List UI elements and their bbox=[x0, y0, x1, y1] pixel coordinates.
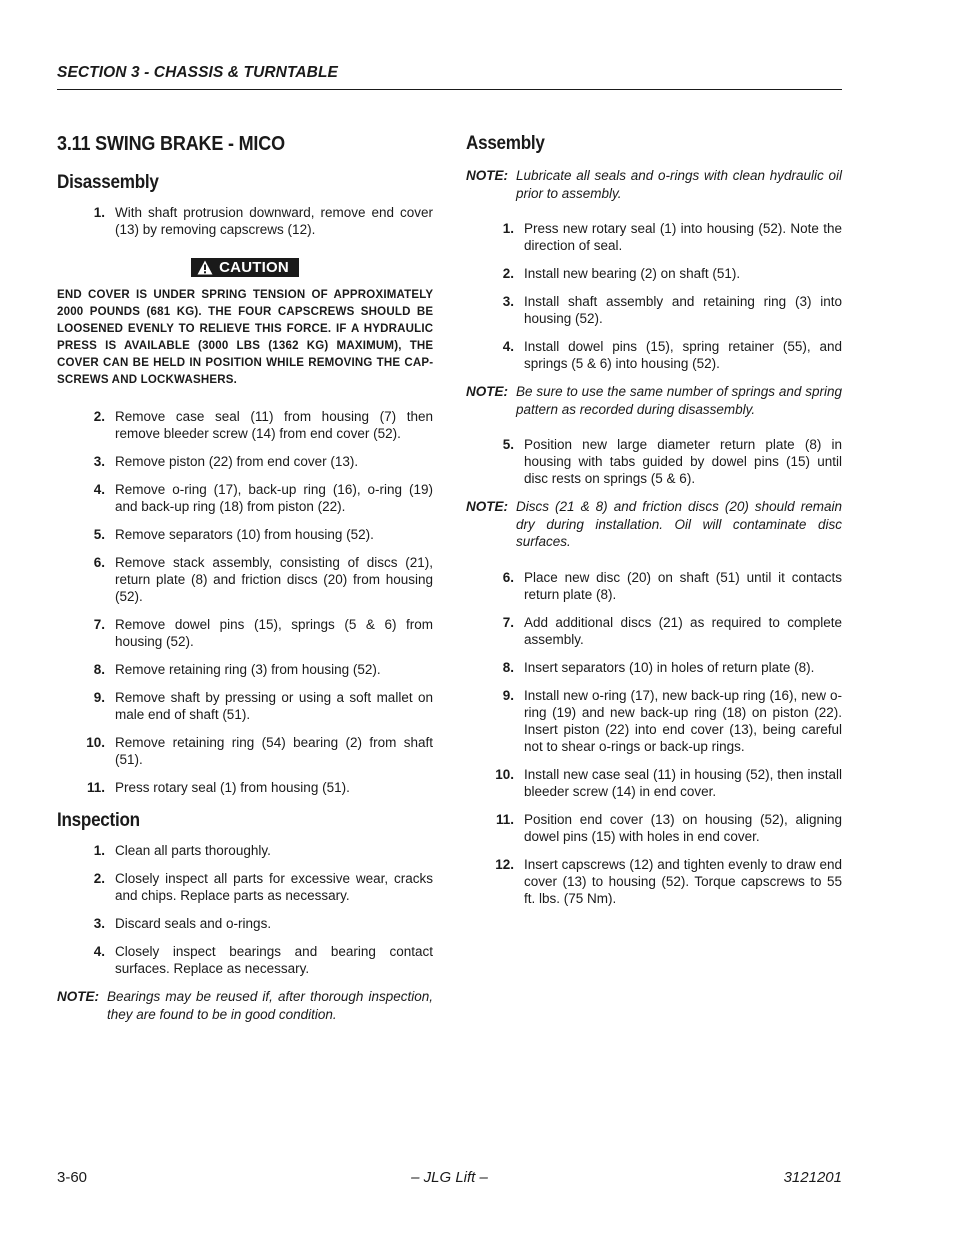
step-number: 6. bbox=[502, 569, 514, 585]
step-number: 11. bbox=[86, 780, 105, 795]
list-item bbox=[466, 856, 842, 907]
step-text: Position new large diameter return plate (8) in housing with tabs guided by dowel pins (15) until disc rests on springs (5 & 6). bbox=[524, 437, 842, 486]
step-number: 4. bbox=[502, 339, 514, 354]
note-label: NOTE: bbox=[466, 168, 508, 183]
step-text: Remove piston (22) from end cover (13). bbox=[115, 454, 359, 469]
list-item bbox=[57, 870, 433, 904]
list-item bbox=[466, 766, 842, 800]
page-number: 3-60 bbox=[57, 1169, 88, 1186]
step-number: 2. bbox=[502, 266, 514, 281]
list-item bbox=[57, 915, 433, 932]
step-text: Install new bearing (2) on shaft (51). bbox=[524, 266, 741, 281]
step-text: Install shaft assembly and retaining ring (3) into housing (52). bbox=[524, 294, 842, 326]
list-item bbox=[466, 614, 842, 648]
step-number: 12. bbox=[495, 856, 514, 872]
list-item bbox=[57, 554, 433, 605]
page-title: 3.11 SWING BRAKE - MICO bbox=[57, 133, 285, 155]
assembly-steps-b bbox=[466, 436, 842, 487]
step-text: Remove stack assembly, consisting of discs (21), return plate (8) and friction discs (20) from housing (52). bbox=[115, 555, 433, 604]
step-text: Closely inspect bearings and bearing contact surfaces. Replace as necessary. bbox=[115, 944, 433, 976]
step-number: 3. bbox=[93, 454, 105, 469]
note-label: NOTE: bbox=[466, 384, 508, 399]
step-number: 3. bbox=[93, 916, 105, 931]
step-text: Closely inspect all parts for excessive wear, cracks and chips. Replace parts as necessary. bbox=[115, 871, 433, 903]
list-item bbox=[466, 569, 842, 603]
list-item bbox=[466, 811, 842, 845]
step-text: Discard seals and o-rings. bbox=[115, 916, 272, 931]
list-item bbox=[57, 689, 433, 723]
step-number: 8. bbox=[93, 662, 105, 677]
disassembly-heading: Disassembly bbox=[57, 172, 159, 193]
right-column bbox=[466, 133, 842, 918]
footer-publisher: – JLG Lift – bbox=[411, 1169, 488, 1186]
document-number: 3121201 bbox=[783, 1169, 842, 1186]
step-number: 1. bbox=[93, 205, 105, 220]
step-text: Remove retaining ring (54) bearing (2) from shaft (51). bbox=[115, 735, 433, 767]
list-item bbox=[57, 481, 433, 515]
warning-triangle-icon bbox=[197, 260, 213, 275]
assembly-note-3 bbox=[466, 498, 842, 551]
step-number: 1. bbox=[502, 221, 514, 236]
inspection-steps bbox=[57, 842, 433, 977]
list-item bbox=[57, 526, 433, 543]
inspection-note bbox=[57, 988, 433, 1023]
list-item bbox=[57, 661, 433, 678]
step-number: 7. bbox=[93, 617, 105, 632]
caution-badge bbox=[191, 258, 299, 277]
list-item bbox=[57, 453, 433, 470]
list-item bbox=[466, 687, 842, 755]
list-item bbox=[57, 616, 433, 650]
step-text: Add additional discs (21) as required to complete assembly. bbox=[524, 614, 842, 647]
step-number: 5. bbox=[502, 437, 514, 452]
list-item bbox=[57, 734, 433, 768]
assembly-steps-a bbox=[466, 220, 842, 372]
assembly-note-2 bbox=[466, 383, 842, 418]
step-text: With shaft protrusion downward, remove end cover (13) by removing capscrews (12). bbox=[115, 205, 433, 237]
step-number: 9. bbox=[502, 687, 514, 703]
step-number: 1. bbox=[93, 843, 105, 858]
step-number: 7. bbox=[502, 614, 514, 630]
assembly-heading: Assembly bbox=[466, 133, 545, 154]
note-text: Discs (21 & 8) and friction discs (20) should remain dry during installation. Oil will contaminate disc surfaces. bbox=[516, 499, 842, 549]
step-text: Remove case seal (11) from housing (7) then remove bleeder screw (14) from end cover (52). bbox=[115, 409, 433, 441]
step-text: Insert separators (10) in holes of return plate (8). bbox=[524, 659, 815, 675]
step-text: Install new o-ring (17), new back-up ring (16), new o-ring (19) and new back-up ring (18) on piston (22). Insert piston (22) into end cover (13), being careful not to shear o-rings or back-up rings. bbox=[524, 687, 842, 754]
step-number: 11. bbox=[495, 811, 514, 827]
step-number: 2. bbox=[93, 871, 105, 886]
list-item bbox=[57, 842, 433, 859]
step-number: 9. bbox=[93, 690, 105, 705]
step-text: Place new disc (20) on shaft (51) until it contacts return plate (8). bbox=[524, 569, 842, 602]
note-text: Lubricate all seals and o-rings with clean hydraulic oil prior to assembly. bbox=[516, 168, 842, 201]
step-text: Remove o-ring (17), back-up ring (16), o-ring (19) and back-up ring (18) from piston (22). bbox=[115, 482, 433, 514]
assembly-steps-c bbox=[466, 569, 842, 907]
list-item bbox=[57, 779, 433, 796]
step-number: 6. bbox=[93, 555, 105, 570]
step-text: Remove retaining ring (3) from housing (52). bbox=[115, 662, 381, 677]
step-text: Press new rotary seal (1) into housing (52). Note the direction of seal. bbox=[524, 221, 842, 253]
left-column bbox=[57, 133, 433, 1041]
caution-banner bbox=[57, 258, 433, 280]
disassembly-steps-a bbox=[57, 204, 433, 238]
step-number: 10. bbox=[495, 766, 514, 782]
step-text: Install dowel pins (15), spring retainer (55), and springs (5 & 6) into housing (52). bbox=[524, 339, 842, 371]
step-number: 5. bbox=[93, 527, 105, 542]
list-item bbox=[57, 943, 433, 977]
step-text: Press rotary seal (1) from housing (51). bbox=[115, 780, 350, 795]
inspection-heading: Inspection bbox=[57, 810, 140, 831]
list-item bbox=[466, 265, 842, 282]
step-text: Remove dowel pins (15), springs (5 & 6) from housing (52). bbox=[115, 617, 433, 649]
step-text: Remove separators (10) from housing (52). bbox=[115, 527, 374, 542]
list-item bbox=[466, 659, 842, 676]
note-label: NOTE: bbox=[466, 499, 508, 514]
list-item bbox=[466, 293, 842, 327]
list-item bbox=[57, 204, 433, 238]
list-item bbox=[466, 338, 842, 372]
step-number: 4. bbox=[93, 482, 105, 497]
step-number: 8. bbox=[502, 659, 514, 675]
step-text: Remove shaft by pressing or using a soft mallet on male end of shaft (51). bbox=[115, 690, 433, 722]
step-text: Position end cover (13) on housing (52), aligning dowel pins (15) with holes in end cover. bbox=[524, 811, 842, 844]
step-text: Install new case seal (11) in housing (52), then install bleeder screw (14) in end cover. bbox=[524, 766, 842, 799]
caution-label: CAUTION bbox=[219, 259, 289, 276]
step-text: Clean all parts thoroughly. bbox=[115, 843, 271, 858]
list-item bbox=[466, 436, 842, 487]
step-number: 10. bbox=[86, 735, 105, 750]
list-item bbox=[57, 408, 433, 442]
assembly-note-1 bbox=[466, 167, 842, 202]
note-text: Be sure to use the same number of springs and spring pattern as recorded during disassembly. bbox=[516, 384, 842, 417]
disassembly-steps-b bbox=[57, 408, 433, 796]
list-item bbox=[466, 220, 842, 254]
section-header: SECTION 3 - CHASSIS & TURNTABLE bbox=[57, 64, 842, 90]
step-text: Insert capscrews (12) and tighten evenly to draw end cover (13) to housing (52). Torque capscrews to 55 ft. lbs. (75 Nm). bbox=[524, 856, 842, 906]
note-text: Bearings may be reused if, after thorough inspection, they are found to be in good condition. bbox=[107, 989, 433, 1022]
step-number: 2. bbox=[93, 409, 105, 424]
note-label: NOTE: bbox=[57, 989, 99, 1004]
step-number: 4. bbox=[93, 944, 105, 959]
caution-text: END COVER IS UNDER SPRING TENSION OF APPROXIMATELY 2000 POUNDS (681 KG). THE FOUR CAPSCREWS SHOULD BE LOOSENED EVENLY TO RELIEVE THIS FORCE. IF A HYDRAULIC PRESS IS AVAILABLE (3000 LBS (1362 KG) MAXIMUM), THE COVER CAN BE HELD IN POSITION WHILE REMOVING THE CAP-SCREWS AND LOCKWASHERS. bbox=[57, 287, 434, 386]
step-number: 3. bbox=[502, 294, 514, 309]
